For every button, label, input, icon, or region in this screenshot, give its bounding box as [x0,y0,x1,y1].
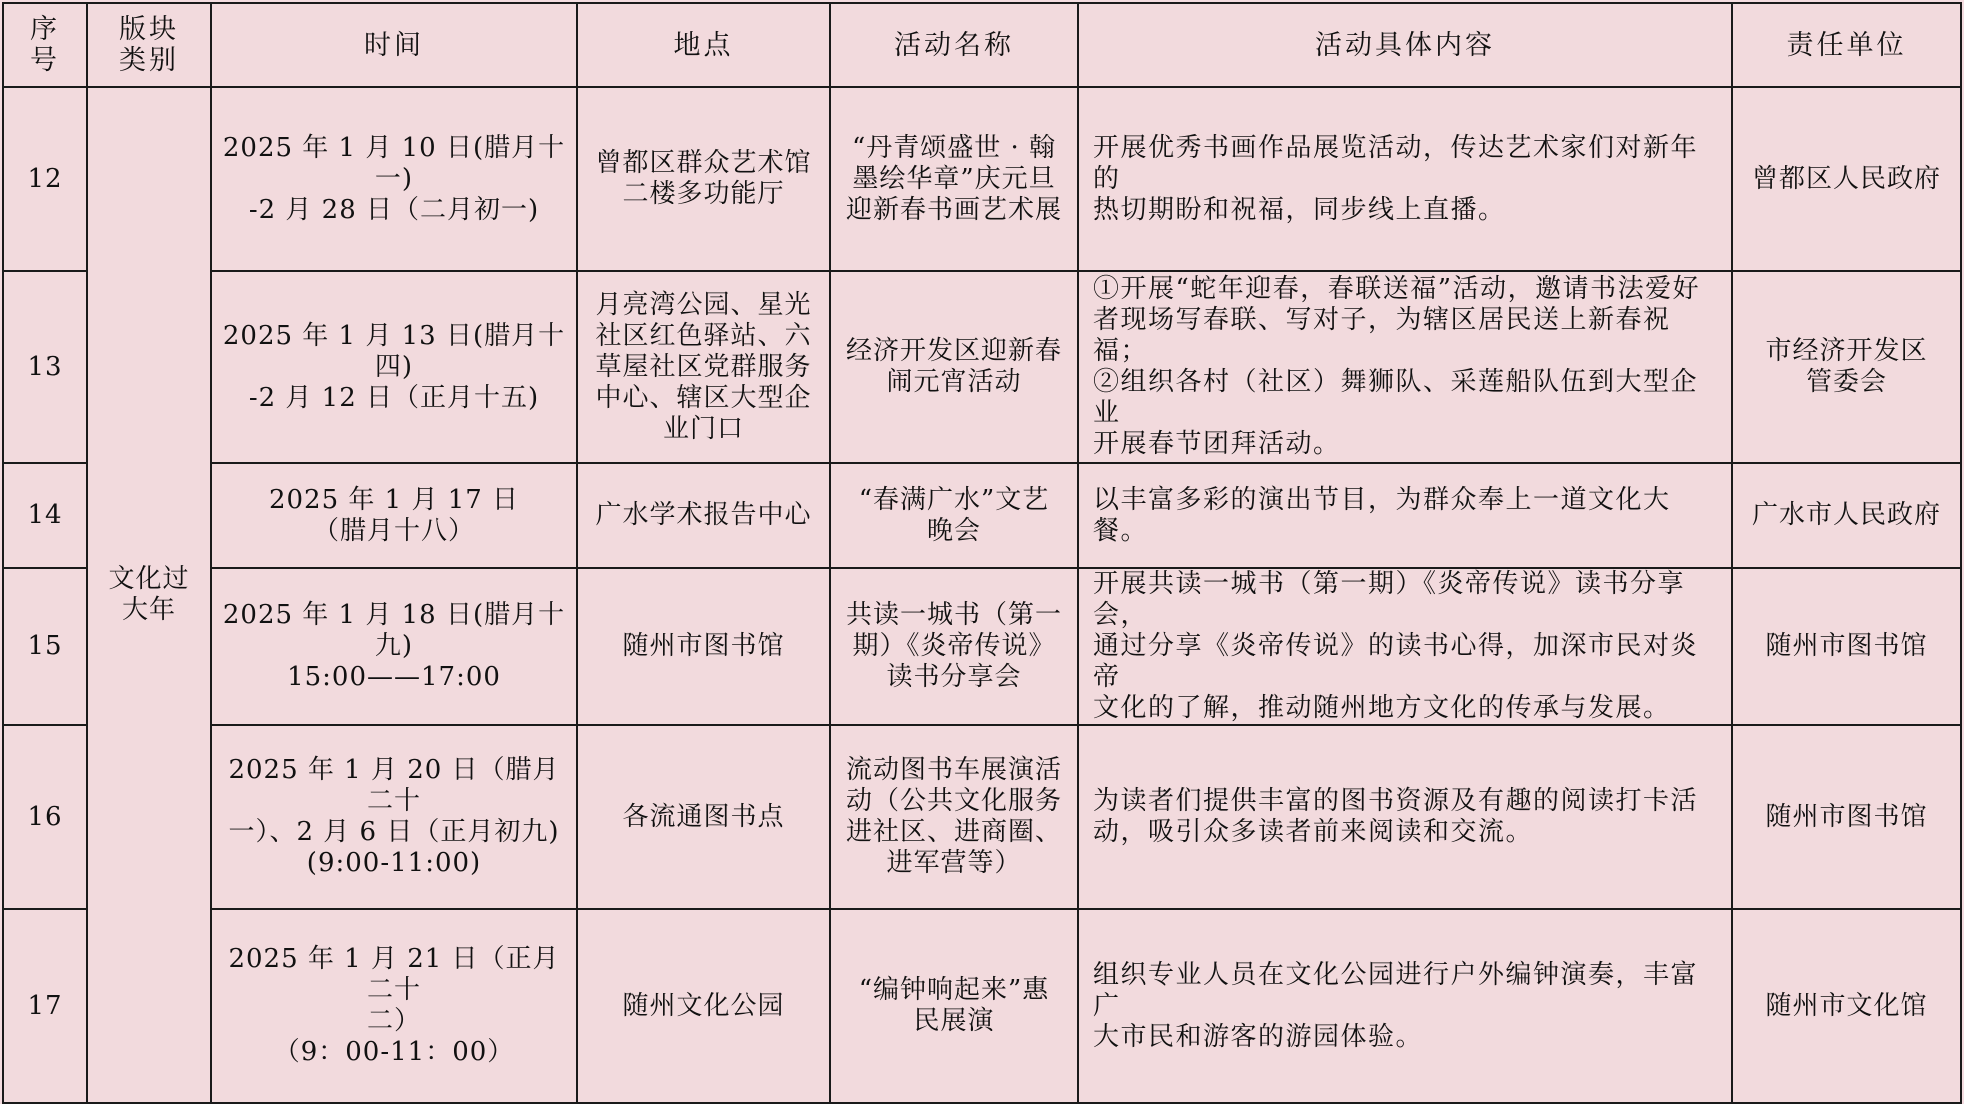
category-cell: 文化过 大年 [87,87,211,1103]
table-row [3,568,1961,725]
row-content: 以丰富多彩的演出节目，为群众奉上一道文化大餐。 [1078,463,1732,568]
header-seq: 序 号 [3,3,87,87]
row-id: 16 [3,725,87,909]
row-activity-name: 共读一城书（第一 期）《炎帝传说》 读书分享会 [830,568,1078,725]
header-category: 版块 类别 [87,3,211,87]
row-content: ①开展“蛇年迎春，春联送福”活动，邀请书法爱好 者现场写春联、写对子，为辖区居民送上新春祝福； ②组织各村（社区）舞狮队、采莲船队伍到大型企业 开展春节团拜活动。 [1078,271,1732,463]
table-row [3,725,1961,909]
row-content: 组织专业人员在文化公园进行户外编钟演奏，丰富广 大市民和游客的游园体验。 [1078,909,1732,1103]
row-time: 2025 年 1 月 17 日 （腊月十八） [211,463,577,568]
row-time: 2025 年 1 月 21 日（正月二十 二） （9：00-11：00） [211,909,577,1103]
row-time: 2025 年 1 月 13 日(腊月十四) -2 月 12 日（正月十五) [211,271,577,463]
table-row [3,271,1961,463]
row-id: 17 [3,909,87,1103]
row-unit: 随州市图书馆 [1732,568,1961,725]
row-time: 2025 年 1 月 10 日(腊月十一) -2 月 28 日（二月初一) [211,87,577,271]
table-row [3,463,1961,568]
table-row [3,87,1961,271]
row-id: 13 [3,271,87,463]
activity-table [2,2,1962,1104]
row-id: 14 [3,463,87,568]
row-place: 月亮湾公园、星光 社区红色驿站、六 草屋社区党群服务 中心、辖区大型企 业门口 [577,271,830,463]
row-id: 12 [3,87,87,271]
row-place: 各流通图书点 [577,725,830,909]
row-id: 15 [3,568,87,725]
header-responsible-unit: 责任单位 [1732,3,1961,87]
table-row [3,909,1961,1103]
row-place: 随州市图书馆 [577,568,830,725]
row-activity-name: “编钟响起来”惠 民展演 [830,909,1078,1103]
row-content: 为读者们提供丰富的图书资源及有趣的阅读打卡活 动，吸引众多读者前来阅读和交流。 [1078,725,1732,909]
row-unit: 广水市人民政府 [1732,463,1961,568]
row-unit: 市经济开发区 管委会 [1732,271,1961,463]
row-activity-name: 经济开发区迎新春 闹元宵活动 [830,271,1078,463]
row-content: 开展优秀书画作品展览活动，传达艺术家们对新年的 热切期盼和祝福，同步线上直播。 [1078,87,1732,271]
row-time: 2025 年 1 月 20 日（腊月二十 一）、2 月 6 日（正月初九) (9:00-11:00) [211,725,577,909]
row-place: 广水学术报告中心 [577,463,830,568]
row-content: 开展共读一城书（第一期）《炎帝传说》读书分享会， 通过分享《炎帝传说》的读书心得，加深市民对炎帝 文化的了解，推动随州地方文化的传承与发展。 [1078,568,1732,725]
header-activity-name: 活动名称 [830,3,1078,87]
header-place: 地点 [577,3,830,87]
row-time: 2025 年 1 月 18 日(腊月十九) 15:00——17:00 [211,568,577,725]
row-unit: 曾都区人民政府 [1732,87,1961,271]
row-unit: 随州市图书馆 [1732,725,1961,909]
row-place: 随州文化公园 [577,909,830,1103]
row-activity-name: “丹青颂盛世 · 翰 墨绘华章”庆元旦 迎新春书画艺术展 [830,87,1078,271]
row-place: 曾都区群众艺术馆 二楼多功能厅 [577,87,830,271]
row-unit: 随州市文化馆 [1732,909,1961,1103]
row-activity-name: 流动图书车展演活 动（公共文化服务 进社区、进商圈、 进军营等） [830,725,1078,909]
row-activity-name: “春满广水”文艺 晚会 [830,463,1078,568]
header-time: 时间 [211,3,577,87]
header-row [3,3,1961,87]
header-activity-content: 活动具体内容 [1078,3,1732,87]
